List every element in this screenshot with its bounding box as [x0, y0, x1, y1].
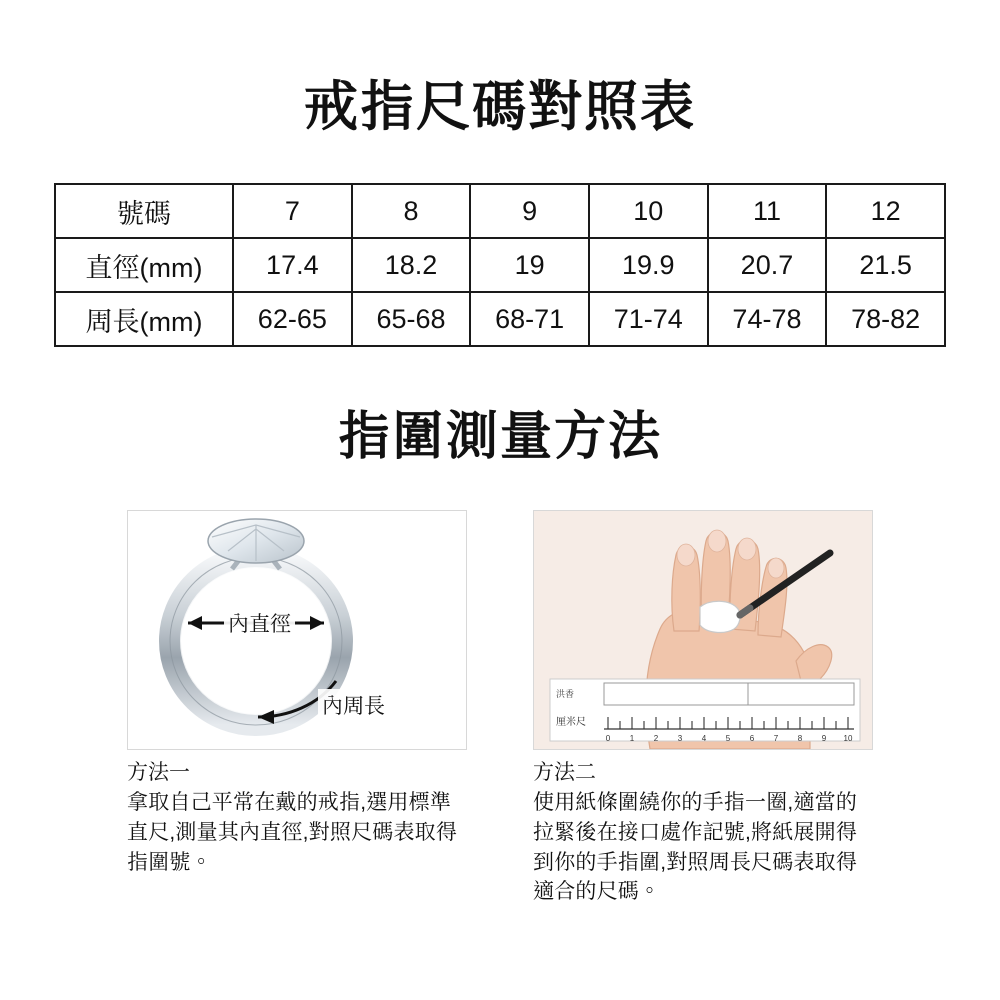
table-cell: 11 [708, 184, 827, 238]
table-cell: 19.9 [589, 238, 708, 292]
table-cell: 12 [826, 184, 945, 238]
svg-text:3: 3 [677, 733, 683, 743]
svg-text:10: 10 [843, 733, 853, 743]
svg-text:8: 8 [797, 733, 803, 743]
table-cell: 19 [470, 238, 589, 292]
ring-illustration-icon [128, 511, 467, 750]
table-cell: 20.7 [708, 238, 827, 292]
table-cell: 71-74 [589, 292, 708, 346]
table-cell: 9 [470, 184, 589, 238]
table-cell: 10 [589, 184, 708, 238]
table-row-header: 直徑(mm) [55, 238, 233, 292]
method-one-label: 方法一 [127, 760, 190, 784]
svg-text:2: 2 [653, 733, 659, 743]
table-cell: 21.5 [826, 238, 945, 292]
inner-diameter-label: 內直徑 [224, 607, 295, 639]
svg-text:1: 1 [629, 733, 635, 743]
method-two-text: 使用紙條圍繞你的手指一圈,適當的拉緊後在接口處作記號,將紙展開得到你的手指圍,對照周長尺碼表取得適合的尺碼。 [533, 790, 858, 904]
table-row [55, 292, 945, 346]
ruler-label-top: 洪香 [556, 688, 575, 699]
ruler-label-bottom: 厘米尺 [556, 716, 586, 728]
table-cell: 74-78 [708, 292, 827, 346]
table-cell: 18.2 [352, 238, 471, 292]
svg-text:4: 4 [701, 733, 707, 743]
inner-circumference-label: 內周長 [318, 689, 389, 721]
table-cell: 62-65 [233, 292, 352, 346]
ring-diagram-image [127, 510, 467, 750]
table-cell: 68-71 [470, 292, 589, 346]
page-title: 戒指尺碼對照表 [304, 77, 696, 137]
svg-text:5: 5 [725, 733, 731, 743]
method-one-text: 拿取自己平常在戴的戒指,選用標準直尺,測量其內直徑,對照尺碼表取得指圍號。 [127, 790, 458, 874]
section-title-measure-method: 指圍測量方法 [337, 408, 662, 467]
hand-measure-image [533, 510, 873, 750]
svg-text:0: 0 [605, 733, 611, 743]
table-cell: 78-82 [826, 292, 945, 346]
method-two [533, 510, 873, 908]
table-row [55, 184, 945, 238]
methods-container [0, 510, 1000, 908]
table-cell: 7 [233, 184, 352, 238]
table-cell: 17.4 [233, 238, 352, 292]
method-two-label: 方法二 [533, 760, 596, 784]
table-cell: 8 [352, 184, 471, 238]
size-table-container [54, 183, 946, 347]
hand-with-paper-strip-illustration-icon [534, 511, 873, 750]
method-one [127, 510, 467, 908]
svg-text:6: 6 [749, 733, 755, 743]
table-row-header: 周長(mm) [55, 292, 233, 346]
table-row [55, 238, 945, 292]
table-cell: 65-68 [352, 292, 471, 346]
svg-text:7: 7 [773, 733, 779, 743]
svg-text:9: 9 [821, 733, 827, 743]
table-row-header: 號碼 [55, 184, 233, 238]
ring-size-table [54, 183, 946, 347]
